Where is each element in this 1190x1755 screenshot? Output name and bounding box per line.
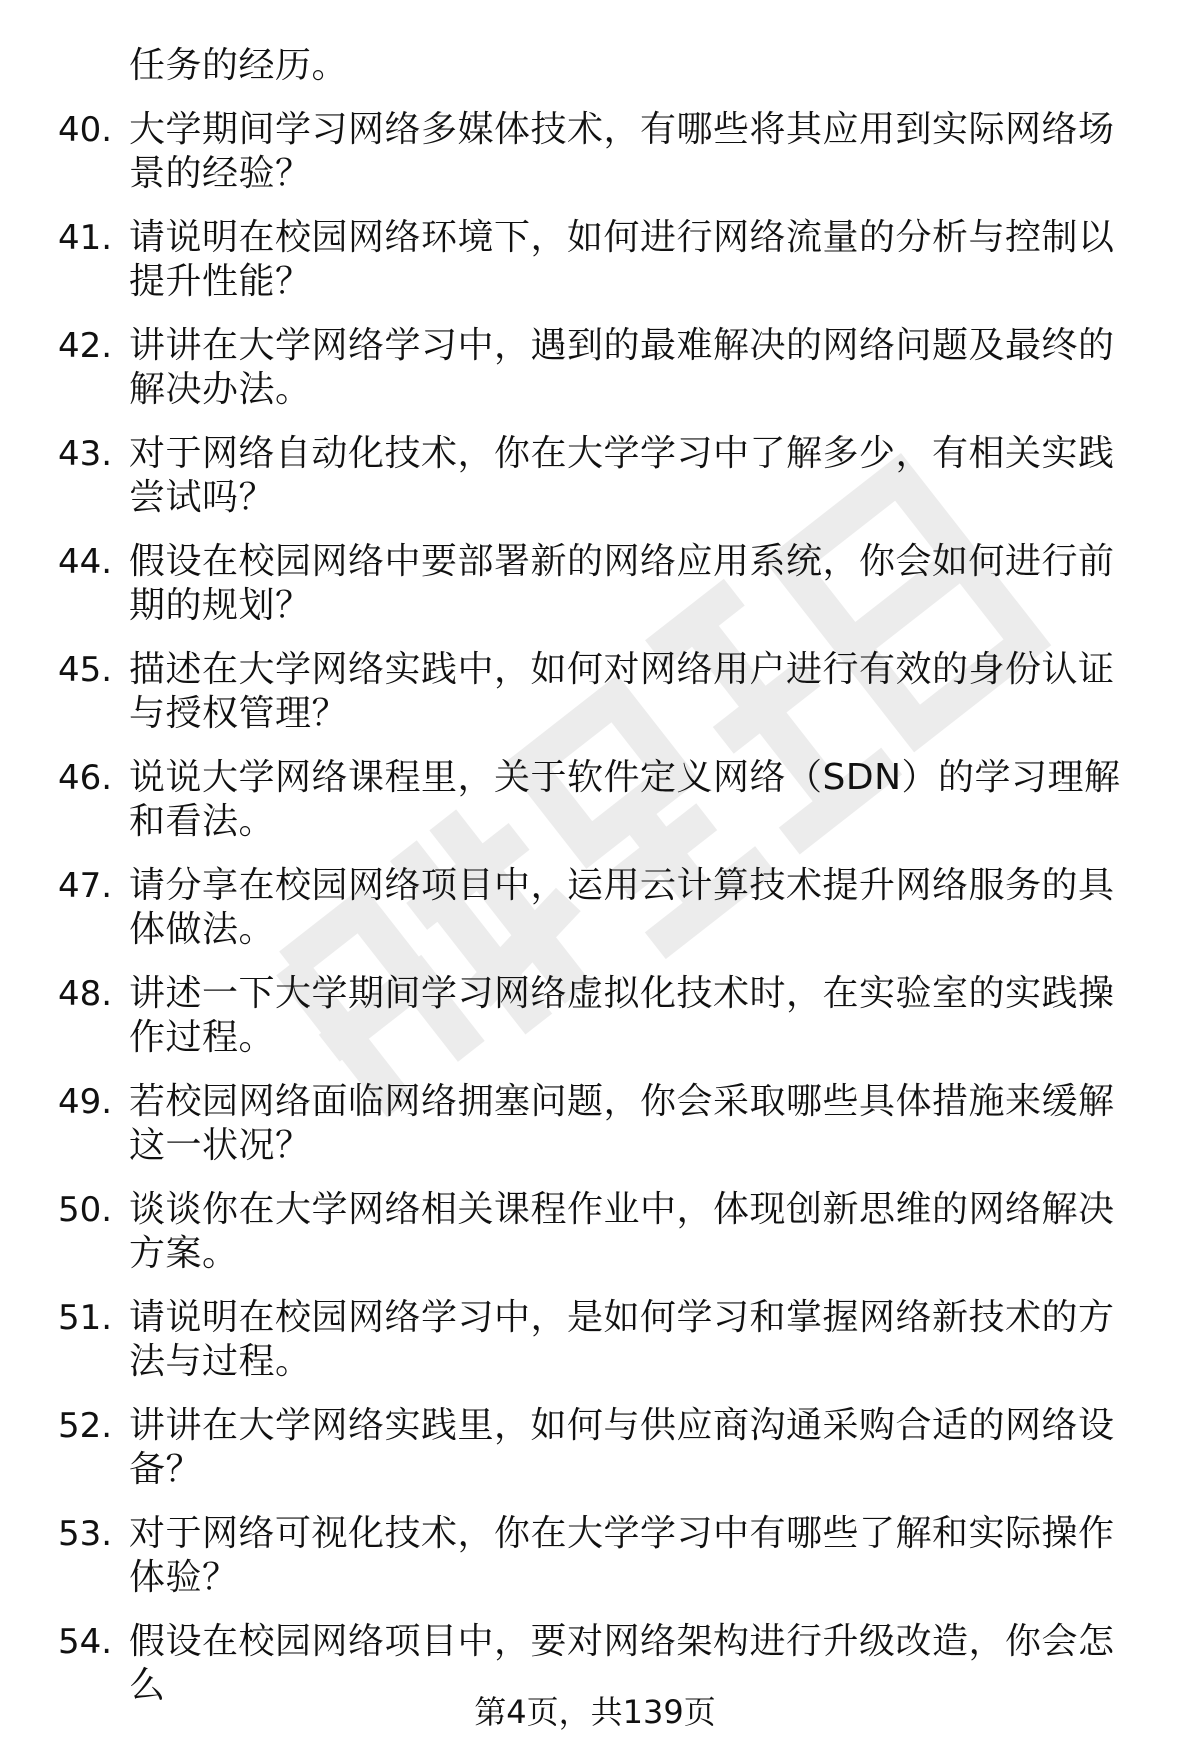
question-item: [58, 1404, 1148, 1492]
question-number: 42.: [58, 326, 113, 366]
question-text: 请说明在校园网络环境下，如何进行网络流量的分析与控制以提升性能？: [129, 217, 1115, 302]
question-list: [58, 108, 1148, 1708]
question-number: 51.: [58, 1298, 113, 1338]
question-text: 讲讲在大学网络学习中，遇到的最难解决的网络问题及最终的解决办法。: [129, 325, 1115, 410]
question-item: [58, 1296, 1148, 1384]
question-text: 讲讲在大学网络实践里，如何与供应商沟通采购合适的网络设备？: [129, 1405, 1115, 1490]
question-text: 请分享在校园网络项目中，运用云计算技术提升网络服务的具体做法。: [129, 865, 1115, 950]
question-text: 对于网络可视化技术，你在大学学习中有哪些了解和实际操作体验？: [129, 1513, 1115, 1598]
question-item: [58, 756, 1148, 844]
question-item: [58, 1512, 1148, 1600]
question-number: 49.: [58, 1082, 113, 1122]
question-number: 44.: [58, 542, 113, 582]
question-number: 43.: [58, 434, 113, 474]
question-item: [58, 540, 1148, 628]
question-number: 41.: [58, 218, 113, 258]
question-item: [58, 324, 1148, 412]
question-item: [58, 216, 1148, 304]
page-footer: 第4页，共139页: [474, 1693, 716, 1731]
question-number: 45.: [58, 650, 113, 690]
question-item: [58, 432, 1148, 520]
question-item: [58, 108, 1148, 196]
question-text: 描述在大学网络实践中，如何对网络用户进行有效的身份认证与授权管理？: [129, 649, 1115, 734]
question-text: 对于网络自动化技术，你在大学学习中了解多少，有相关实践尝试吗？: [129, 433, 1115, 518]
question-number: 52.: [58, 1406, 113, 1446]
question-number: 53.: [58, 1514, 113, 1554]
question-item: [58, 648, 1148, 736]
continued-question-text: 任务的经历。: [129, 45, 349, 86]
question-text: 请说明在校园网络学习中，是如何学习和掌握网络新技术的方法与过程。: [129, 1297, 1115, 1382]
question-text: 若校园网络面临网络拥塞问题，你会采取哪些具体措施来缓解这一状况？: [129, 1081, 1115, 1166]
question-item: [58, 1080, 1148, 1168]
question-text: 谈谈你在大学网络相关课程作业中，体现创新思维的网络解决方案。: [129, 1189, 1115, 1274]
question-text: 假设在校园网络中要部署新的网络应用系统，你会如何进行前期的规划？: [129, 541, 1115, 626]
questions-section: [58, 44, 1148, 1728]
question-text: 讲述一下大学期间学习网络虚拟化技术时，在实验室的实践操作过程。: [129, 973, 1115, 1058]
question-number: 48.: [58, 974, 113, 1014]
question-text: 大学期间学习网络多媒体技术，有哪些将其应用到实际网络场景的经验？: [129, 109, 1115, 194]
question-number: 46.: [58, 758, 113, 798]
question-number: 50.: [58, 1190, 113, 1230]
question-number: 47.: [58, 866, 113, 906]
question-item: [58, 864, 1148, 952]
question-text: 说说大学网络课程里，关于软件定义网络（SDN）的学习理解和看法。: [129, 757, 1121, 842]
question-number: 54.: [58, 1622, 113, 1662]
question-item: [58, 972, 1148, 1060]
question-number: 40.: [58, 110, 113, 150]
question-item: [58, 1188, 1148, 1276]
question-text: 假设在校园网络项目中，要对网络架构进行升级改造，你会怎么: [129, 1621, 1115, 1706]
